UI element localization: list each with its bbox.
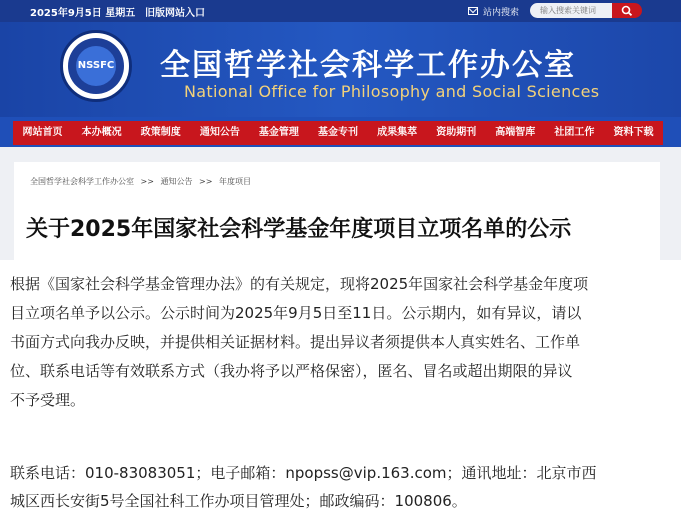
- article-title: 关于2025年国家社会科学基金年度项目立项名单的公示: [26, 217, 572, 242]
- breadcrumb: [30, 176, 255, 187]
- contact-info: [10, 459, 675, 515]
- site-title-en: National Office for Philosophy and Social Sciences: [184, 82, 600, 101]
- nav-item-fund-management[interactable]: 基金管理: [258, 127, 299, 138]
- search-input[interactable]: [530, 3, 614, 18]
- breadcrumb-item-annual-projects[interactable]: 年度项目: [219, 177, 251, 186]
- nav-item-downloads[interactable]: 资料下载: [613, 127, 654, 138]
- article-header-card: [14, 162, 660, 260]
- paragraph-line: 根据《国家社会科学基金管理办法》的有关规定，现将2025年国家社会科学基金年度项: [10, 275, 589, 293]
- paragraph-line: 书面方式向我办反映，并提供相关证据材料。提出异议者须提供本人真实姓名、工作单: [10, 333, 581, 351]
- site-banner: [0, 22, 681, 117]
- breadcrumb-item-notices[interactable]: 通知公告: [160, 177, 193, 186]
- mail-icon: [468, 7, 478, 15]
- nav-item-associations[interactable]: 社团工作: [554, 127, 595, 138]
- nav-bar: [13, 121, 663, 145]
- main-nav: [0, 117, 681, 147]
- breadcrumb-item-home[interactable]: 全国哲学社会科学工作办公室: [30, 177, 134, 186]
- nav-item-home[interactable]: 网站首页: [22, 127, 63, 138]
- announcement-paragraph: [10, 270, 675, 415]
- search-icon: [621, 5, 633, 16]
- site-search-label: 站内搜索: [483, 8, 520, 18]
- nav-item-funded-journals[interactable]: 资助期刊: [436, 127, 477, 138]
- paragraph-line: 位、联系电话等有效联系方式（我办将予以严格保密），匿名、冒名或超出期限的异议: [10, 362, 573, 380]
- nav-item-think-tanks[interactable]: 高端智库: [495, 127, 536, 138]
- site-title-cn: 全国哲学社会科学工作办公室: [160, 48, 576, 83]
- search-button[interactable]: [612, 3, 642, 18]
- paragraph-line: 不予受理。: [10, 391, 86, 409]
- article-body: [10, 270, 675, 415]
- nav-item-fund-journal[interactable]: 基金专刊: [318, 127, 359, 138]
- nav-item-about[interactable]: 本办概况: [81, 127, 122, 138]
- contact-line: 联系电话：010-83083051；电子邮箱：npopss@vip.163.com；通讯地址：北京市西: [10, 464, 597, 482]
- breadcrumb-separator: >>: [140, 177, 154, 186]
- nssfc-logo[interactable]: [60, 30, 132, 102]
- old-site-link[interactable]: 旧版网站入口: [145, 8, 205, 19]
- nav-item-achievements[interactable]: 成果集萃: [377, 127, 418, 138]
- nav-item-policy[interactable]: 政策制度: [140, 127, 181, 138]
- top-bar: [0, 0, 681, 22]
- paragraph-line: 目立项名单予以公示。公示时间为2025年9月5日至11日。公示期内，如有异议，请以: [10, 304, 582, 322]
- breadcrumb-separator: >>: [199, 177, 213, 186]
- logo-abbr: NSSFC: [77, 60, 115, 71]
- contact-line: 城区西长安街5号全国社科工作办项目管理处；邮政编码：100806。: [10, 492, 467, 510]
- nav-item-notices[interactable]: 通知公告: [199, 127, 240, 138]
- current-date: 2025年9月5日 星期五: [30, 8, 136, 19]
